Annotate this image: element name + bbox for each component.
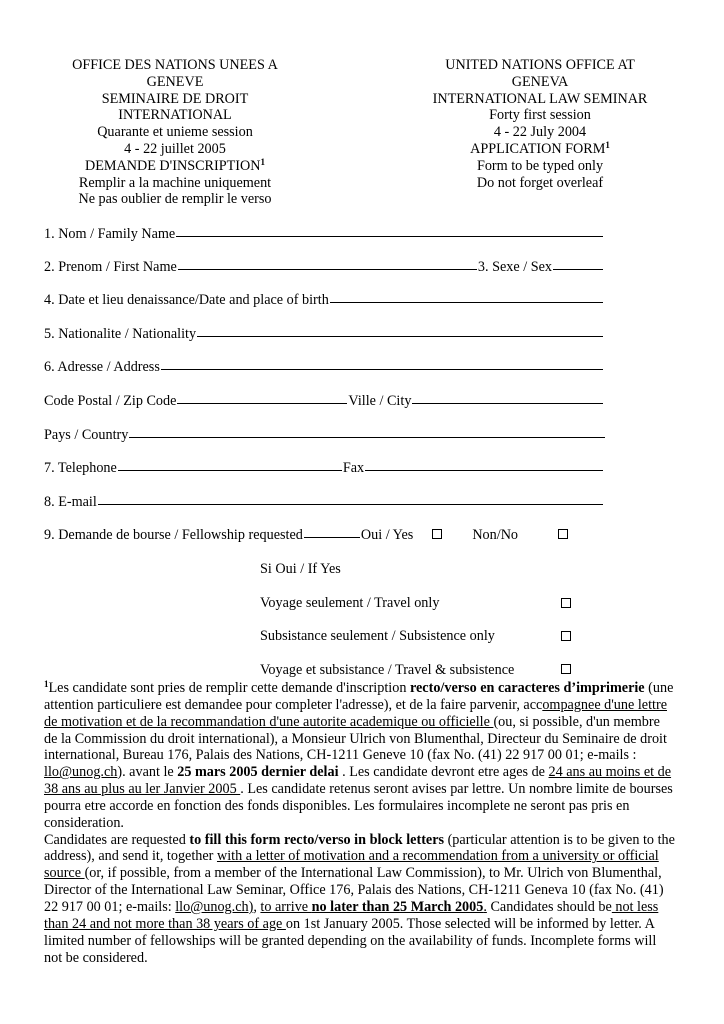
subsistence-only-checkbox[interactable]	[561, 631, 571, 641]
birth-row	[44, 292, 604, 309]
if-yes-label: Si Oui / If Yes	[260, 561, 341, 577]
email-row	[44, 494, 604, 511]
yes-checkbox[interactable]	[432, 529, 442, 539]
bold-text: no later than 25 March 2005	[311, 898, 484, 915]
yes-label: Oui / Yes	[360, 527, 414, 543]
telephone-label: 7. Telephone	[44, 460, 117, 476]
subsistence-only-label: Subsistance seulement / Subsistence only	[260, 628, 495, 644]
fellowship-row	[44, 527, 568, 544]
address-field[interactable]	[161, 369, 603, 370]
text: (particular attention is to be given to the address), and send it, together	[44, 831, 675, 865]
header-en-line: Form to be typed only	[476, 157, 604, 174]
text: Les candidate sont pries de remplir cette demande d'inscription	[48, 680, 410, 696]
no-checkbox[interactable]	[558, 529, 568, 539]
deadline-underlined	[260, 899, 486, 915]
header-fr-line: Ne pas oublier de remplir le verso	[78, 191, 272, 208]
zip-city-row	[44, 393, 604, 410]
fax-label: Fax	[342, 460, 365, 476]
instructions-english	[44, 832, 676, 967]
country-row	[44, 427, 606, 444]
nationality-row	[44, 326, 604, 343]
instructions-french	[44, 680, 676, 832]
bold-text: 25 mars 2005 dernier delai	[177, 764, 339, 781]
underlined-text: with a letter of motivation and a recommendation from a university or official source	[44, 848, 659, 882]
travel-only-label: Voyage seulement / Travel only	[260, 595, 440, 611]
header-fr-form-title	[60, 158, 290, 175]
fellowship-blank	[304, 537, 360, 538]
header-french	[60, 57, 290, 208]
travel-subsistence-label: Voyage et subsistance / Travel & subsistence	[260, 662, 515, 678]
bold-text: to fill this form recto/verso in block letters	[189, 831, 445, 848]
footnote-marker: 1	[260, 156, 266, 167]
header-en-line: 4 - 22 July 2004	[493, 124, 587, 141]
header-fr-line: OFFICE DES NATIONS UNEES A	[72, 57, 278, 73]
nationality-field[interactable]	[197, 336, 603, 337]
footnote-instructions	[44, 680, 676, 966]
text: Candidates should be	[486, 898, 612, 915]
city-label: Ville / City	[348, 393, 412, 409]
header-fr-line: 4 - 22 juillet 2005	[124, 140, 226, 157]
address-label: 6. Adresse / Address	[44, 359, 160, 375]
email-link[interactable]: llo@unog.ch	[44, 764, 118, 781]
family-name-row	[44, 226, 604, 243]
underlined-text: 24 ans au moins et de 38 ans au plus au ler Janvier 2005	[44, 764, 672, 798]
header-english	[424, 57, 656, 191]
text: . Les candidate devront etre ages de	[338, 764, 549, 781]
travel-only-checkbox[interactable]	[561, 598, 571, 608]
header-en-line: UNITED NATIONS OFFICE AT	[445, 57, 635, 73]
city-field[interactable]	[412, 403, 603, 404]
footnote-marker: 1	[44, 679, 49, 689]
travel-subsistence-checkbox[interactable]	[561, 664, 571, 674]
country-field[interactable]	[129, 437, 605, 438]
sex-field[interactable]	[553, 269, 603, 270]
bold-text: recto/verso en caracteres d’imprimerie	[409, 680, 645, 696]
underlined-text: ompagnee d'une lettre de motivation et de la recommandation d'une autorite academique ou officielle	[44, 696, 667, 730]
header-fr-line: GENEVE	[146, 73, 204, 90]
first-name-field[interactable]	[178, 269, 477, 270]
text: (ou, si possible, d'un membre de la Commission du droit international), a Monsieur Ulrich von Blumenthal, Directeur du Seminaire de droit international, Bureau 176, Palais des Nations, CH-1211 Geneve 10 (fax No. (41) 22 917 00 01; e-mails :	[44, 713, 667, 764]
first-name-label: 2. Prenom / First Name	[44, 259, 177, 275]
text: Candidates are requested	[44, 831, 190, 848]
text: ,	[253, 898, 261, 915]
header-fr-line: SEMINAIRE DE DROIT	[101, 90, 249, 107]
birth-field[interactable]	[330, 302, 603, 303]
header-fr-line: Quarante et unieme session	[97, 124, 253, 141]
fax-field[interactable]	[365, 470, 603, 471]
family-name-field[interactable]	[176, 236, 603, 237]
header-fr-title-text: DEMANDE D'INSCRIPTION	[84, 157, 261, 174]
nationality-label: 5. Nationalite / Nationality	[44, 326, 197, 342]
header-en-line: INTERNATIONAL LAW SEMINAR	[432, 90, 648, 107]
footnote-marker: 1	[605, 139, 610, 150]
underlined-text: to arrive	[260, 898, 312, 915]
telephone-fax-row	[44, 460, 604, 477]
text: (or, if possible, from a member of the International Law Commission), to Mr. Ulrich von Blumenthal, Director of the International Law Seminar, Office 176, Palais des Nations, CH-1211 Geneva 10 (fax No. (41) 22 917 00 01; e-mails:	[44, 865, 664, 915]
header-en-line: Do not forget overleaf	[476, 174, 604, 191]
text: .	[483, 898, 487, 915]
header-fr-line: INTERNATIONAL	[118, 107, 232, 124]
fellowship-label: 9. Demande de bourse / Fellowship requested	[44, 527, 303, 543]
text: . Les candidate retenus seront avises par lettre. Un nombre limite de bourses pourra etre accorde en fonction des fonds disponibles. Les formulaires incomplete ne seront pas pris en consideration.	[44, 781, 673, 831]
header-fr-line: Remplir a la machine uniquement	[78, 174, 272, 191]
header-en-title-text: APPLICATION FORM	[470, 140, 606, 157]
header-en-line: GENEVA	[511, 73, 569, 90]
zip-field[interactable]	[177, 403, 347, 404]
text: ). avant le	[117, 764, 178, 781]
zip-label: Code Postal / Zip Code	[44, 393, 177, 409]
address-row	[44, 359, 604, 376]
header-en-line: Forty first session	[489, 107, 591, 124]
text: on 1st January 2005. Those selected will be informed by letter. A limited number of fellowships will be granted depending on the availability of funds. Incomplete forms will not be considered.	[44, 915, 657, 966]
country-label: Pays / Country	[44, 427, 129, 443]
birth-label: 4. Date et lieu denaissance/Date and place of birth	[44, 292, 329, 308]
email-link[interactable]: llo@unog.ch)	[175, 898, 254, 915]
sex-label: 3. Sexe / Sex	[477, 259, 552, 275]
telephone-field[interactable]	[118, 470, 342, 471]
no-label: Non/No	[472, 527, 519, 543]
header-en-form-title	[424, 141, 656, 158]
email-label: 8. E-mail	[44, 494, 97, 510]
first-name-row	[44, 259, 604, 276]
underlined-text: not less than 24 and not more than 38 years of age	[44, 898, 659, 932]
text: (une attention particuliere est demandee pour completer l'adresse), et de la faire parvenir, acc	[44, 680, 674, 713]
family-name-label: 1. Nom / Family Name	[44, 226, 176, 242]
email-field[interactable]	[98, 504, 603, 505]
